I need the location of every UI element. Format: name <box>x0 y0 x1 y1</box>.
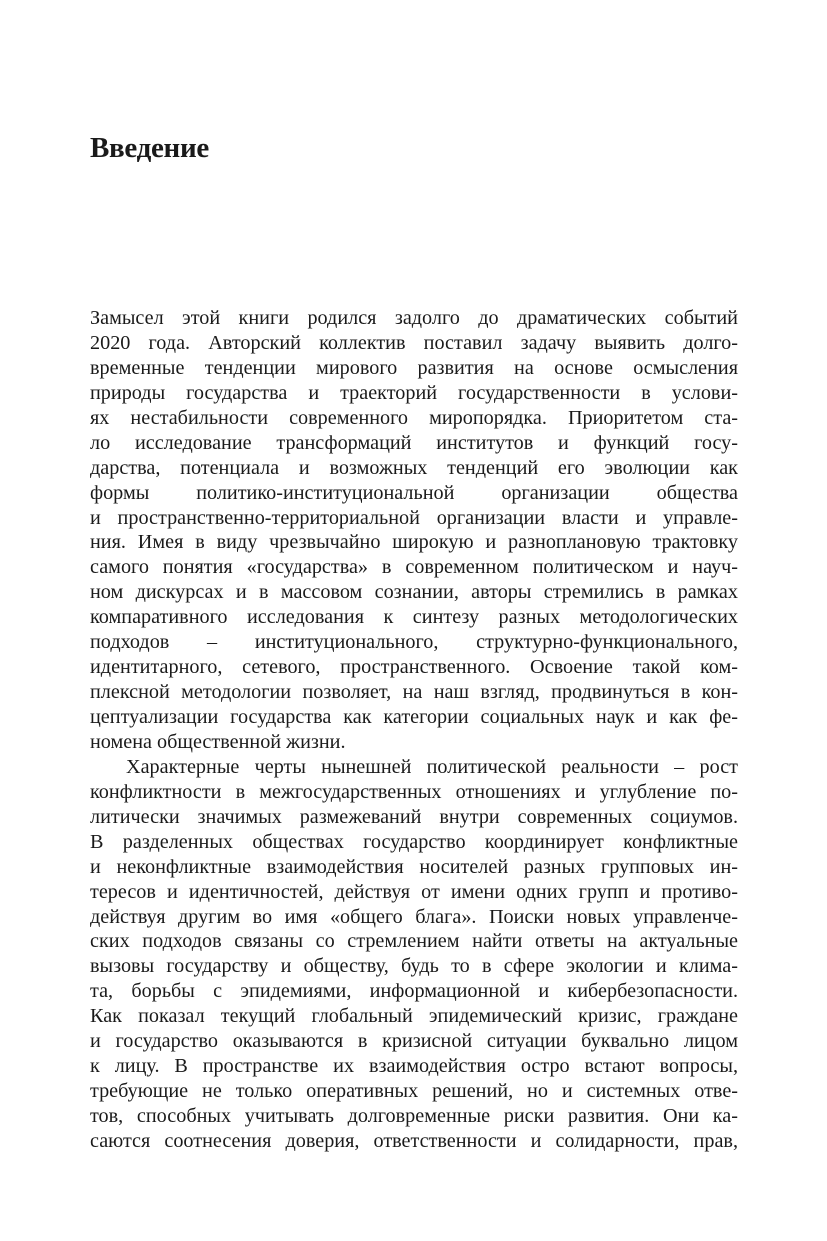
body-text <box>90 306 738 1154</box>
text-line: плексной методологии позволяет, на наш взгляд, продвинуться в кон- <box>90 681 738 704</box>
text-line: Замысел этой книги родился задолго до драматических событий <box>90 307 738 329</box>
paragraph-2 <box>90 755 738 1154</box>
text-line: требующие не только оперативных решений, но и системных отве- <box>90 1080 738 1103</box>
text-line: тов, способных учитывать долговременные риски развития. Они ка- <box>90 1105 738 1127</box>
text-line: компаративного исследования к синтезу разных методологических <box>90 606 738 629</box>
text-line: ном дискурсах и в массовом сознании, авторы стремились в рамках <box>90 581 738 604</box>
text-line: тересов и идентичностей, действуя от имени одних групп и противо- <box>90 880 738 903</box>
text-line: ях нестабильности современного миропорядка. Приоритетом ста- <box>90 406 738 429</box>
text-line: дарства, потенциала и возможных тенденций его эволюции как <box>90 456 738 479</box>
text-line: литически значимых размежеваний внутри современных социумов. <box>90 805 738 828</box>
text-line: действуя другим во имя «общего блага». Поиски новых управленче- <box>90 905 738 928</box>
text-line: саются соотнесения доверия, ответственности и солидарности, прав, <box>90 1129 738 1152</box>
paragraph-1 <box>90 306 738 755</box>
text-line: Как показал текущий глобальный эпидемический кризис, граждане <box>90 1005 738 1028</box>
text-line: временные тенденции мирового развития на основе осмысления <box>90 356 738 379</box>
text-line: вызовы государству и обществу, будь то в сфере экологии и клима- <box>90 955 738 978</box>
text-line: природы государства и траекторий государственности в услови- <box>90 381 738 404</box>
text-line: ния. Имея в виду чрезвычайно широкую и разноплановую трактовку <box>90 531 738 554</box>
text-line: к лицу. В пространстве их взаимодействия остро встают вопросы, <box>90 1055 738 1078</box>
text-line: и государство оказываются в кризисной ситуации буквально лицом <box>90 1030 738 1053</box>
text-line: и пространственно-территориальной организации власти и управле- <box>90 506 738 529</box>
text-line: номена общественной жизни. <box>90 730 346 753</box>
text-line: самого понятия «государства» в современном политическом и науч- <box>90 556 738 579</box>
text-line: В разделенных обществах государство координирует конфликтные <box>90 830 738 853</box>
text-line: ло исследование трансформаций институтов и функций госу- <box>90 431 738 454</box>
text-line: формы политико-институциональной организации общества <box>90 481 738 504</box>
text-line: цептуализации государства как категории социальных наук и как фе- <box>90 706 738 728</box>
text-line: конфликтности в межгосударственных отношениях и углубление по- <box>90 780 738 803</box>
text-line: Характерные черты нынешней политической реальности – рост <box>126 755 738 778</box>
text-line: идентитарного, сетевого, пространственного. Освоение такой ком- <box>90 656 738 679</box>
text-line: и неконфликтные взаимодействия носителей разных групповых ин- <box>90 855 738 878</box>
text-line: ских подходов связаны со стремлением найти ответы на актуальные <box>90 930 738 953</box>
text-line: та, борьбы с эпидемиями, информационной и кибербезопасности. <box>90 980 738 1003</box>
chapter-title: Введение <box>90 132 209 164</box>
text-line: 2020 года. Авторский коллектив поставил задачу выявить долго- <box>90 331 738 354</box>
text-line: подходов – институционального, структурно-функционального, <box>90 631 738 654</box>
